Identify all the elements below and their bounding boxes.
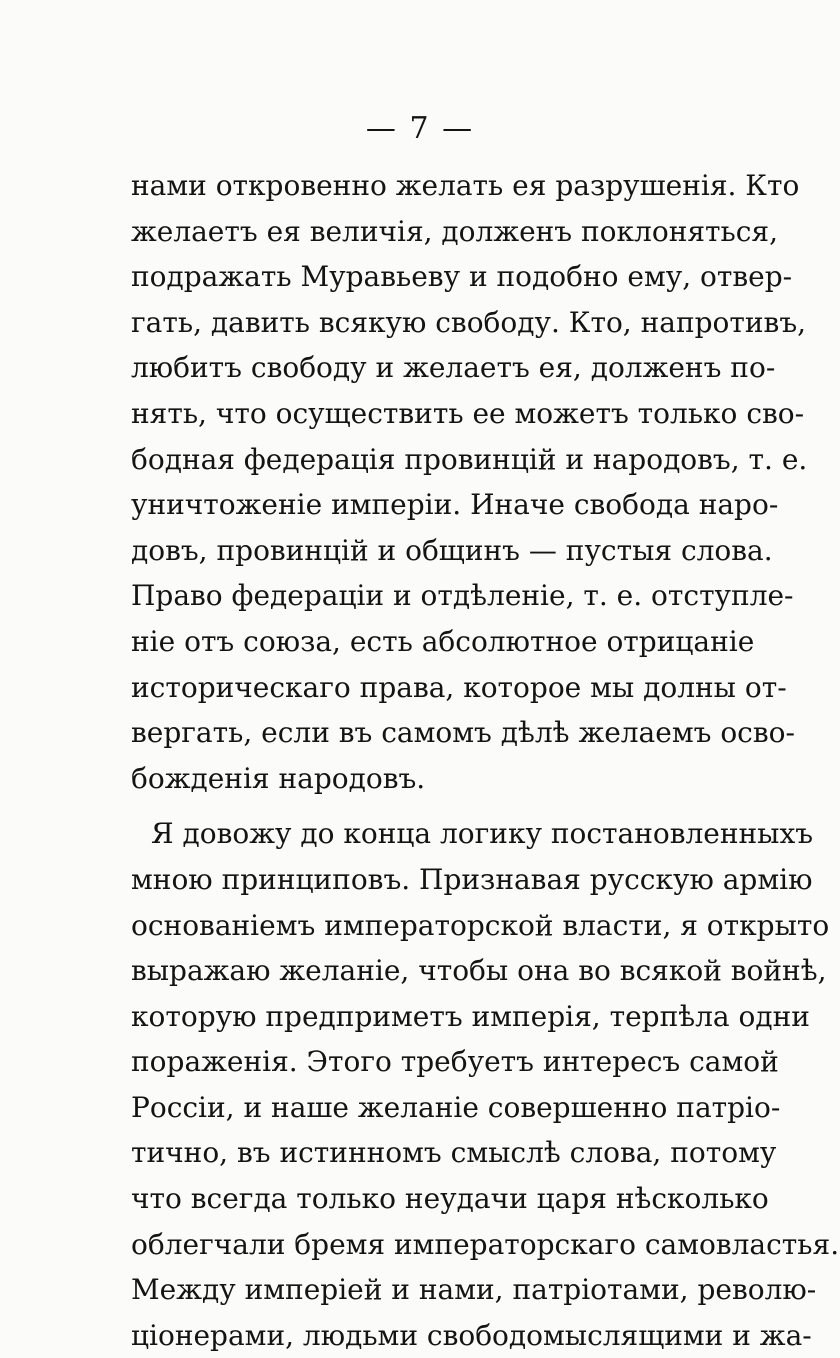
text-line: основаніемъ императорской власти, я открыто — [131, 908, 830, 942]
page-number: — 7 — — [365, 111, 475, 146]
paragraph-1 — [131, 163, 808, 801]
text-line: нять, что осуществить ее можетъ только сво- — [131, 396, 805, 430]
text-line: Право федераціи и отдѣленіе, т. е. отступле- — [131, 579, 794, 613]
text-line: довъ, провинцій и общинъ — пустыя слова. — [131, 533, 773, 567]
text-line: вергать, если въ самомъ дѣлѣ желаемъ осво- — [131, 716, 795, 750]
text-line: пораженія. Этого требуетъ интересъ самой — [131, 1045, 779, 1079]
text-line: уничтоженіе имперіи. Иначе свобода наро- — [131, 488, 779, 522]
text-line: Россіи, и наше желаніе совершенно патріо- — [131, 1090, 781, 1124]
body-text — [131, 163, 840, 1358]
text-line: любитъ свободу и желаетъ ея, долженъ по- — [131, 351, 776, 385]
text-line: божденія народовъ. — [131, 761, 426, 795]
text-line: нами откровенно желать ея разрушенія. Кто — [131, 169, 800, 202]
text-line: ціонерами, людьми свободомыслящими и жа- — [131, 1318, 812, 1352]
paragraph-2 — [131, 811, 840, 1358]
text-line: мною принциповъ. Признавая русскую армію — [131, 862, 813, 896]
text-line: облегчали бремя императорскаго самовластья. — [131, 1227, 840, 1261]
text-line: историческаго права, которое мы долны от- — [131, 670, 787, 704]
paragraph-gap — [131, 801, 713, 811]
text-line: которую предприметъ имперія, терпѣла одни — [131, 999, 810, 1033]
text-line: ніе отъ союза, есть абсолютное отрицаніе — [131, 624, 755, 658]
text-line: Между имперіей и нами, патріотами, револю- — [131, 1273, 817, 1307]
text-line: выражаю желаніе, чтобы она во всякой войнѣ, — [131, 954, 827, 988]
text-line: что всегда только неудачи царя нѣсколько — [131, 1182, 769, 1216]
text-line: Я довожу до конца логику постановленныхъ — [151, 817, 814, 851]
text-line: бодная федерація провинцій и народовъ, т. е. — [131, 442, 808, 476]
text-line: подражать Муравьеву и подобно ему, отвер- — [131, 260, 793, 294]
text-line: тично, въ истинномъ смыслѣ слова, потому — [131, 1136, 777, 1170]
text-line: гать, давить всякую свободу. Кто, напротивъ, — [131, 305, 807, 339]
text-line: желаетъ ея величія, долженъ поклоняться, — [131, 214, 778, 248]
